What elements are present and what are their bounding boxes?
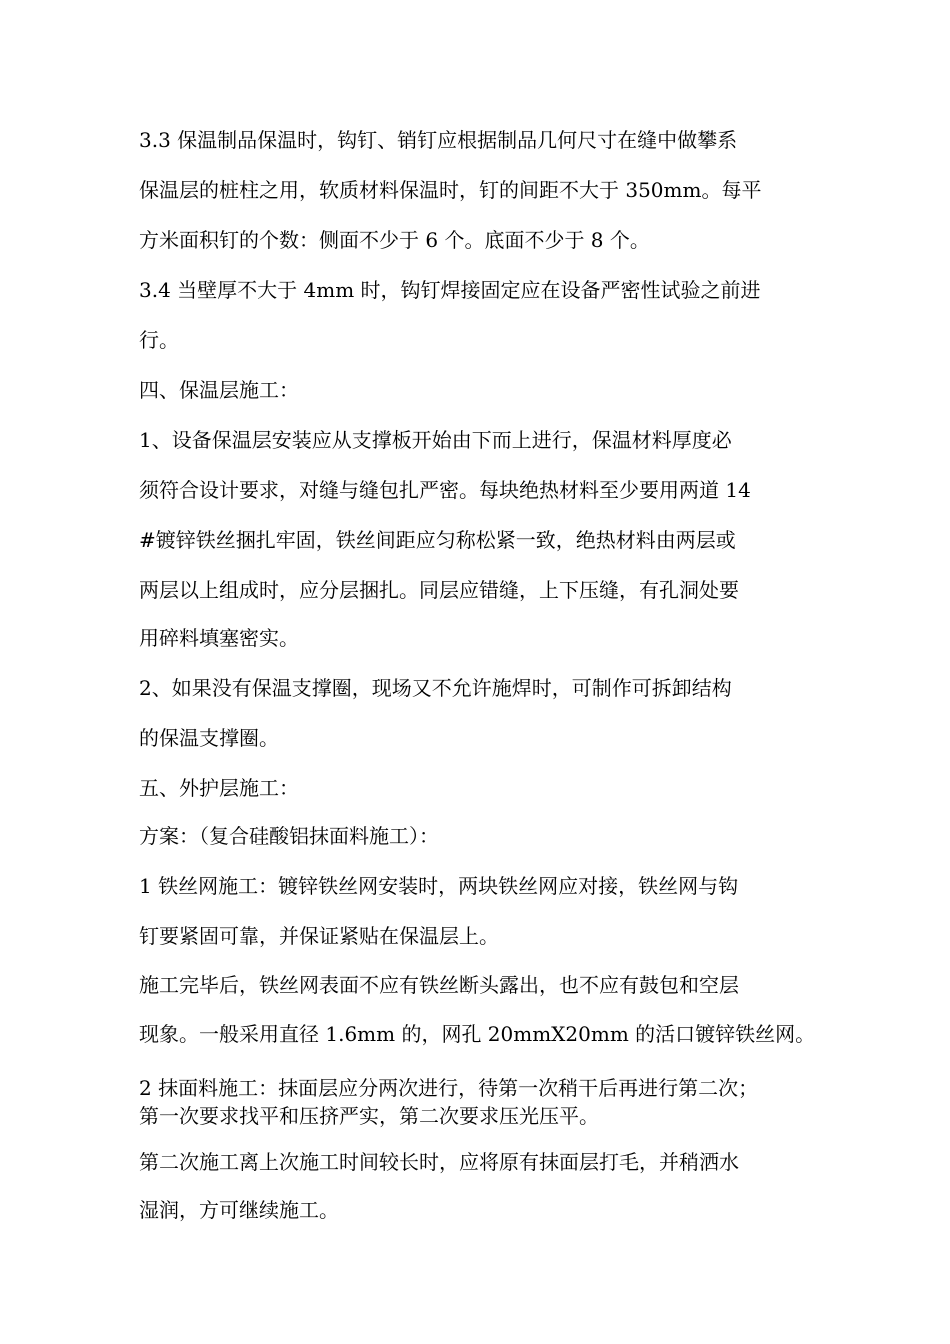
text-line: 2、如果没有保温支撑圈，现场又不允许施焊时，可制作可拆卸结构	[139, 676, 732, 700]
text-line: 湿润，方可继续施工。	[139, 1198, 339, 1222]
section-heading: 五、外护层施工：	[139, 776, 299, 800]
text-line: 用碎料填塞密实。	[139, 626, 299, 650]
text-line: 施工完毕后，铁丝网表面不应有铁丝断头露出，也不应有鼓包和空层	[139, 973, 739, 997]
text-line: 1、设备保温层安装应从支撑板开始由下而上进行，保温材料厚度必	[139, 428, 732, 452]
text-line: 方米面积钉的个数：侧面不少于 6 个。底面不少于 8 个。	[139, 228, 650, 252]
text-line: 行。	[139, 328, 179, 352]
text-line: 3.3 保温制品保温时，钩钉、销钉应根据制品几何尺寸在缝中做攀系	[139, 128, 738, 152]
text-line: 须符合设计要求，对缝与缝包扎严密。每块绝热材料至少要用两道 14	[139, 478, 751, 502]
text-line: 方案：（复合硅酸铝抹面料施工）：	[139, 824, 439, 848]
text-line: 两层以上组成时，应分层捆扎。同层应错缝，上下压缝，有孔洞处要	[139, 578, 739, 602]
text-line: 1 铁丝网施工：镀锌铁丝网安装时，两块铁丝网应对接，铁丝网与钩	[139, 874, 739, 898]
text-line: #镀锌铁丝捆扎牢固，铁丝间距应匀称松紧一致，绝热材料由两层或	[139, 528, 736, 552]
text-line: 2 抹面料施工：抹面层应分两次进行，待第一次稍干后再进行第二次；	[139, 1076, 759, 1100]
text-line: 现象。一般采用直径 1.6mm 的，网孔 20mmX20mm 的活口镀锌铁丝网。	[139, 1022, 816, 1046]
text-line: 钉要紧固可靠，并保证紧贴在保温层上。	[139, 924, 499, 948]
section-heading: 四、保温层施工：	[139, 378, 299, 402]
text-line: 第二次施工离上次施工时间较长时，应将原有抹面层打毛，并稍洒水	[139, 1150, 739, 1174]
text-line: 第一次要求找平和压挤严实，第二次要求压光压平。	[139, 1104, 599, 1128]
text-line: 3.4 当壁厚不大于 4mm 时，钩钉焊接固定应在设备严密性试验之前进	[139, 278, 761, 302]
text-line: 的保温支撑圈。	[139, 726, 279, 750]
text-line: 保温层的桩柱之用，软质材料保温时，钉的间距不大于 350mm。每平	[139, 178, 762, 202]
